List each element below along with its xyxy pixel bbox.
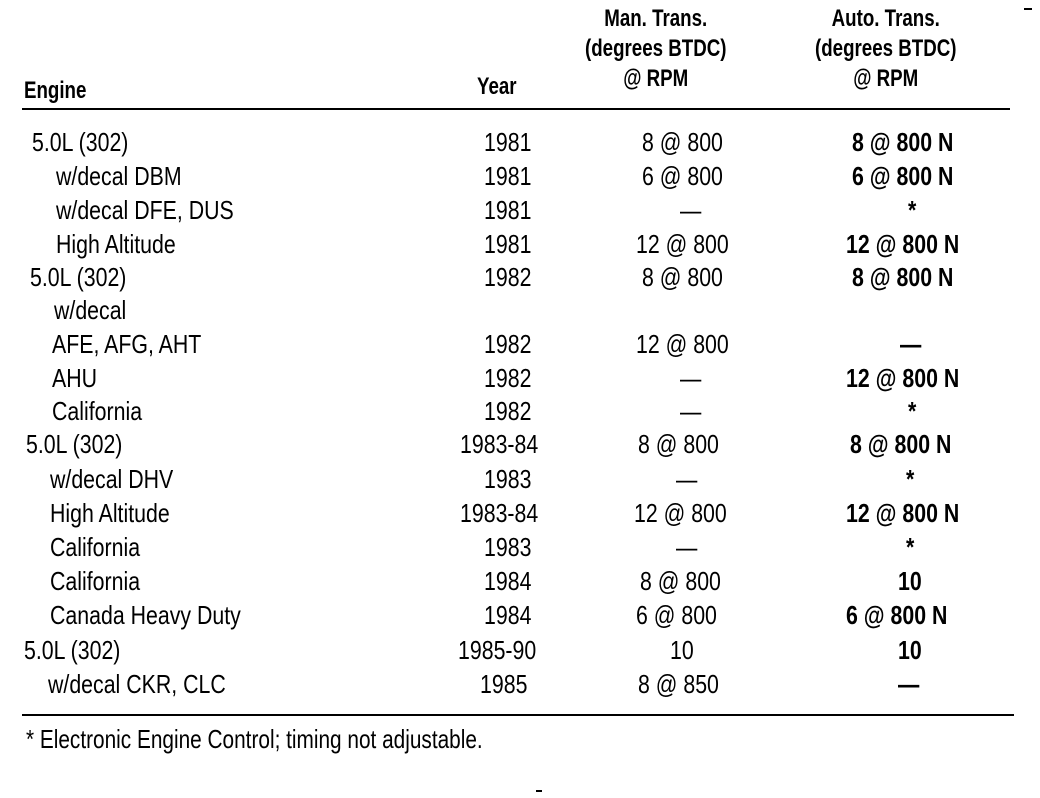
engine-cell: High Altitude — [50, 498, 170, 528]
engine-cell: California — [52, 396, 143, 426]
man-trans-cell: 12 @ 800 — [636, 329, 729, 359]
engine-cell: w/decal DHV — [50, 464, 174, 494]
man-trans-cell: 6 @ 800 — [642, 161, 723, 191]
table-row — [0, 531, 1040, 564]
man-trans-cell: — — [680, 396, 702, 426]
man-trans-cell: 6 @ 800 — [636, 600, 717, 630]
year-cell: 1981 — [484, 195, 532, 225]
year-cell: 1984 — [484, 600, 532, 630]
man-trans-cell: 12 @ 800 — [636, 229, 729, 259]
auto-trans-cell: — — [900, 329, 922, 359]
engine-cell: 5.0L (302) — [30, 262, 127, 292]
table-row — [0, 497, 1040, 530]
engine-cell: AHU — [52, 363, 98, 393]
man-trans-cell: — — [680, 363, 702, 393]
year-cell: 1985 — [480, 669, 528, 699]
engine-cell: California — [50, 532, 141, 562]
header-man-trans — [585, 4, 726, 94]
year-cell: 1981 — [484, 229, 532, 259]
table-row — [0, 261, 1040, 294]
table-row — [0, 395, 1040, 428]
table-row — [0, 599, 1040, 632]
auto-trans-cell: 10 — [898, 566, 922, 596]
header-man-line-1: Man. Trans. — [604, 5, 708, 32]
auto-trans-cell: 8 @ 800 N — [850, 429, 952, 459]
engine-cell: Canada Heavy Duty — [50, 600, 241, 630]
header-auto-line-1: Auto. Trans. — [831, 5, 940, 32]
table-row — [0, 160, 1040, 193]
footer-divider — [22, 714, 1014, 716]
auto-trans-cell: 8 @ 800 N — [852, 262, 954, 292]
auto-trans-cell: 6 @ 800 N — [846, 600, 948, 630]
table-row — [0, 362, 1040, 395]
table-row — [0, 126, 1040, 159]
year-cell: 1983 — [484, 532, 532, 562]
auto-trans-cell: * — [908, 396, 917, 426]
man-trans-cell: — — [676, 464, 698, 494]
header-divider — [22, 108, 1010, 110]
header-year: Year — [477, 73, 517, 100]
auto-trans-cell: * — [906, 464, 915, 494]
footnote: * Electronic Engine Control; timing not adjustable. — [26, 724, 483, 754]
man-trans-cell: 8 @ 800 — [638, 429, 719, 459]
table-row — [0, 634, 1040, 667]
auto-trans-cell: — — [898, 669, 920, 699]
table-row — [0, 565, 1040, 598]
engine-cell: High Altitude — [56, 229, 176, 259]
auto-trans-cell: 12 @ 800 N — [846, 363, 960, 393]
table-row — [0, 294, 1040, 327]
table-row — [0, 668, 1040, 701]
man-trans-cell: 8 @ 850 — [638, 669, 719, 699]
engine-cell: AFE, AFG, AHT — [52, 329, 202, 359]
auto-trans-cell: 10 — [898, 635, 922, 665]
year-cell: 1985-90 — [458, 635, 537, 665]
man-trans-cell: 8 @ 800 — [640, 566, 721, 596]
year-cell: 1983-84 — [460, 498, 539, 528]
year-cell: 1982 — [484, 363, 532, 393]
table-row — [0, 194, 1040, 227]
man-trans-cell: 8 @ 800 — [642, 262, 723, 292]
man-trans-cell: — — [680, 195, 702, 225]
year-cell: 1982 — [484, 396, 532, 426]
year-cell: 1983 — [484, 464, 532, 494]
year-cell: 1981 — [484, 127, 532, 157]
scan-mark — [1024, 8, 1032, 10]
auto-trans-cell: * — [908, 195, 917, 225]
year-cell: 1984 — [484, 566, 532, 596]
engine-cell: 5.0L (302) — [24, 635, 121, 665]
year-cell: 1983-84 — [460, 429, 539, 459]
man-trans-cell: 12 @ 800 — [634, 498, 727, 528]
header-auto-line-2: (degrees BTDC) — [815, 35, 957, 62]
engine-cell: California — [50, 566, 141, 596]
year-cell: 1982 — [484, 329, 532, 359]
engine-cell: w/decal DFE, DUS — [56, 195, 234, 225]
engine-cell: w/decal — [54, 295, 127, 325]
engine-cell: w/decal DBM — [56, 161, 182, 191]
auto-trans-cell: * — [906, 532, 915, 562]
engine-cell: 5.0L (302) — [32, 127, 129, 157]
table-row — [0, 463, 1040, 496]
header-engine: Engine — [24, 77, 87, 104]
man-trans-cell: 10 — [670, 635, 694, 665]
year-cell: 1981 — [484, 161, 532, 191]
auto-trans-cell: 12 @ 800 N — [846, 498, 960, 528]
table-row — [0, 328, 1040, 361]
header-auto-trans — [815, 4, 956, 94]
engine-cell: 5.0L (302) — [26, 429, 123, 459]
engine-cell: w/decal CKR, CLC — [48, 669, 226, 699]
scan-mark — [536, 790, 542, 792]
auto-trans-cell: 12 @ 800 N — [846, 229, 960, 259]
header-man-line-3: @ RPM — [623, 65, 689, 92]
table-row — [0, 428, 1040, 461]
man-trans-cell: 8 @ 800 — [642, 127, 723, 157]
header-auto-line-3: @ RPM — [853, 65, 919, 92]
table-row — [0, 228, 1040, 261]
header-man-line-2: (degrees BTDC) — [585, 35, 727, 62]
man-trans-cell: — — [676, 532, 698, 562]
year-cell: 1982 — [484, 262, 532, 292]
auto-trans-cell: 8 @ 800 N — [852, 127, 954, 157]
auto-trans-cell: 6 @ 800 N — [852, 161, 954, 191]
